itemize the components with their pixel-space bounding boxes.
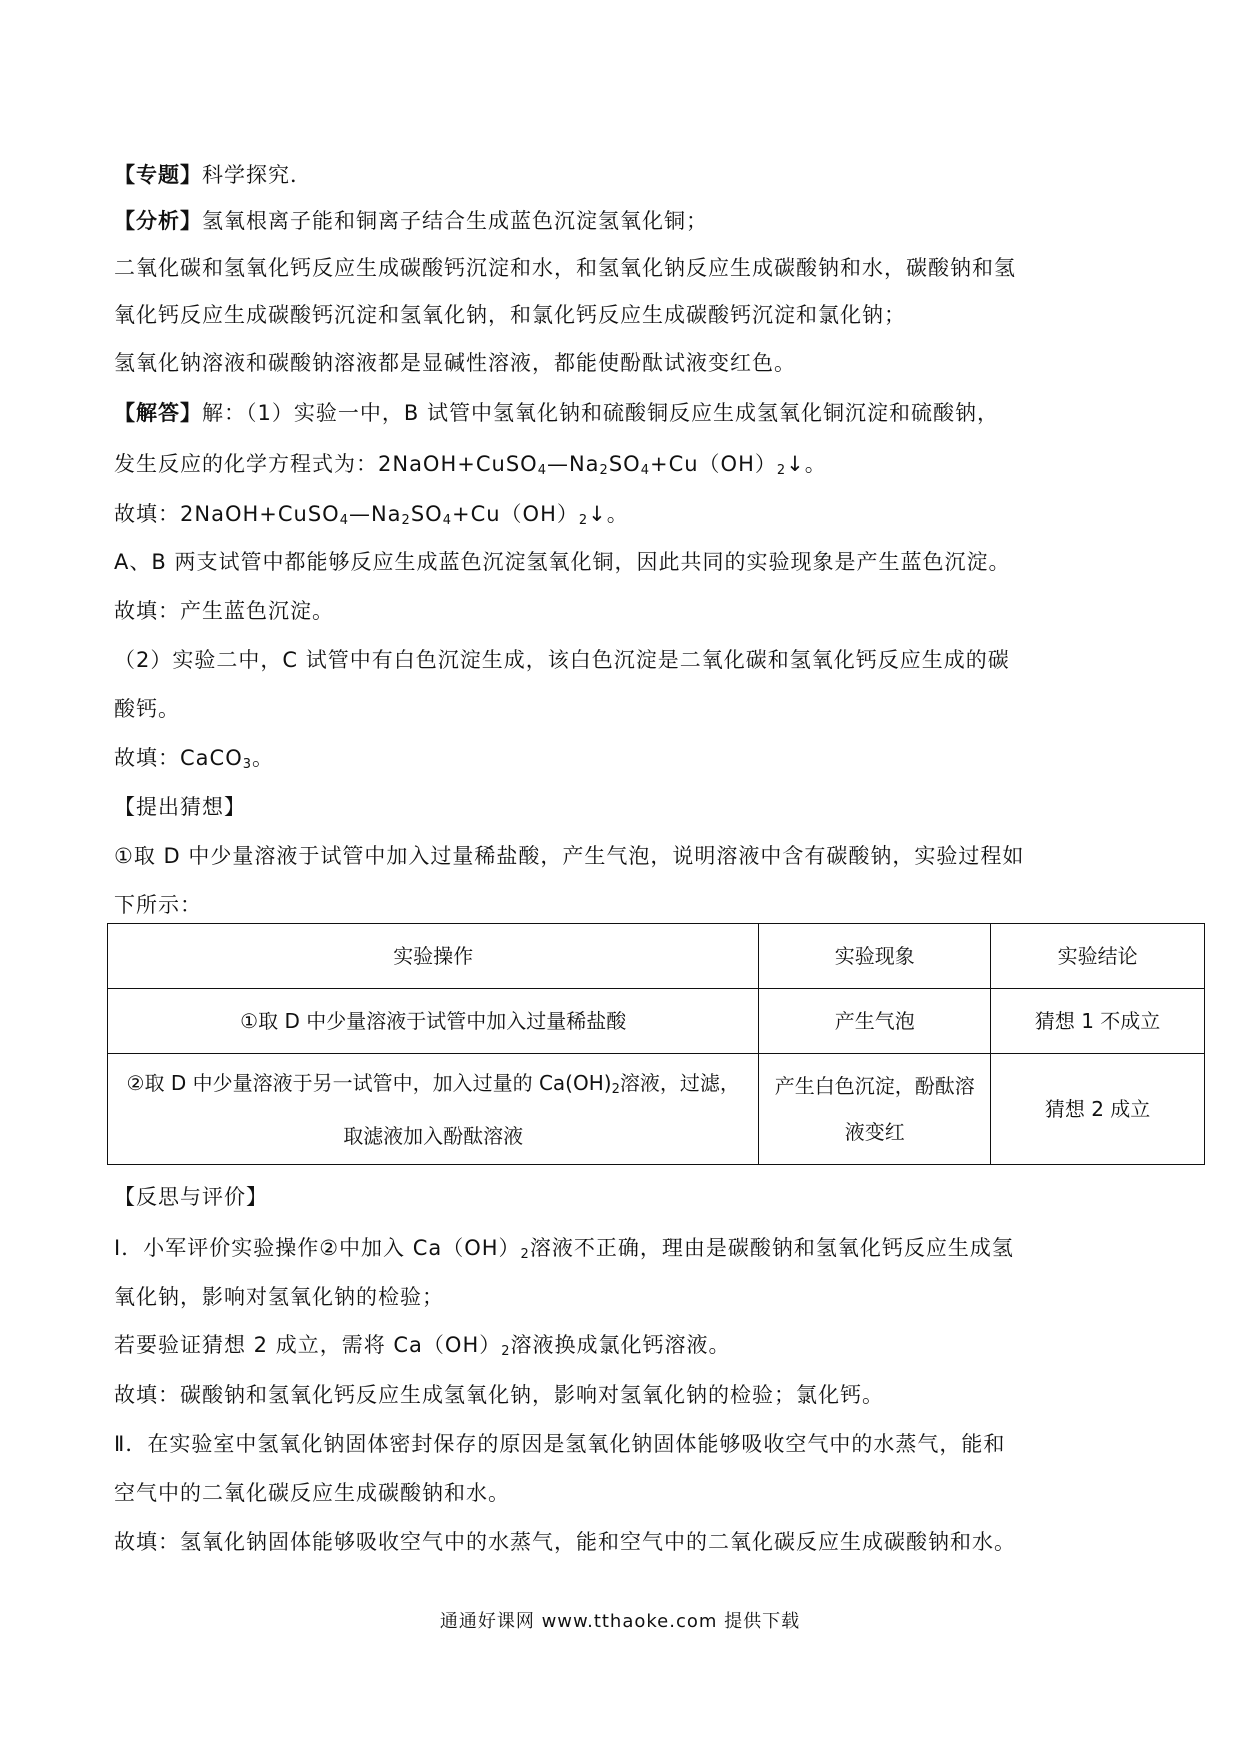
guess-heading: 【提出猜想】 xyxy=(114,795,246,819)
cell-line xyxy=(114,1060,752,1113)
page-footer: 通通好课网 www.tthaoke.com 提供下载 xyxy=(439,1611,801,1632)
paragraph-line xyxy=(114,1330,731,1367)
subscript: 3 xyxy=(242,757,253,772)
paragraph-line: 酸钙。 xyxy=(114,697,180,721)
table-cell: 猜想 1 不成立 xyxy=(991,989,1205,1054)
subscript: 4 xyxy=(640,463,650,478)
subscript: 2 xyxy=(776,463,787,478)
equation-text: ↓。 xyxy=(786,452,827,476)
table-cell: 猜想 2 成立 xyxy=(991,1054,1205,1165)
table-cell: ①取 D 中少量溶液于试管中加入过量稀盐酸 xyxy=(108,989,759,1054)
equation-text: ↓。 xyxy=(588,502,629,526)
fill-line xyxy=(114,743,274,780)
paragraph-text: 若要验证猜想 2 成立，需将 Ca（OH） xyxy=(114,1333,502,1357)
equation-text: —Na xyxy=(348,502,402,526)
equation-text: SO xyxy=(608,452,641,476)
subscript: 2 xyxy=(599,463,609,478)
equation-text: +Cu（OH） xyxy=(649,452,777,476)
table-header-cell: 实验现象 xyxy=(759,924,991,989)
analysis-line xyxy=(114,206,708,236)
topic-label: 【专题】 xyxy=(114,163,202,187)
equation-text: 故填：2NaOH+CuSO xyxy=(114,502,340,526)
paragraph-line: 氢氧化钠溶液和碳酸钠溶液都是显碱性溶液，都能使酚酞试液变红色。 xyxy=(114,351,796,375)
experiment-table xyxy=(107,923,1205,1165)
equation-text: +Cu（OH） xyxy=(451,502,579,526)
cell-line: 液变红 xyxy=(844,1120,905,1144)
equation-text: —Na xyxy=(546,452,600,476)
answer-line xyxy=(114,398,999,428)
table-row xyxy=(108,989,1205,1054)
cell-text: 溶液，过滤， xyxy=(619,1070,740,1095)
reflect-heading: 【反思与评价】 xyxy=(114,1185,268,1209)
paragraph-line: 空气中的二氧化碳反应生成碳酸钠和水。 xyxy=(114,1481,510,1505)
paragraph-text: 溶液换成氯化钙溶液。 xyxy=(510,1333,731,1357)
fill-text: 故填：CaCO xyxy=(114,746,243,770)
paragraph-line: A、B 两支试管中都能够反应生成蓝色沉淀氢氧化铜，因此共同的实验现象是产生蓝色沉淀。 xyxy=(114,550,1011,574)
equation-text: 发生反应的化学方程式为：2NaOH+CuSO xyxy=(114,452,538,476)
paragraph-text: Ⅰ．小军评价实验操作②中加入 Ca（OH） xyxy=(114,1236,521,1260)
equation-text: SO xyxy=(410,502,443,526)
table-row xyxy=(108,1054,1205,1165)
subscript: 4 xyxy=(442,513,452,528)
subscript: 4 xyxy=(339,513,349,528)
table-cell xyxy=(108,1054,759,1165)
topic-line xyxy=(114,160,312,190)
subscript: 4 xyxy=(537,463,547,478)
table-header-cell: 实验结论 xyxy=(991,924,1205,989)
paragraph-line: 二氧化碳和氢氧化钙反应生成碳酸钙沉淀和水，和氢氧化钠反应生成碳酸钠和水，碳酸钠和氢 xyxy=(114,256,1016,280)
paragraph-line: （2）实验二中，C 试管中有白色沉淀生成，该白色沉淀是二氧化碳和氢氧化钙反应生成的碳 xyxy=(114,648,1010,672)
table-cell xyxy=(759,1054,991,1165)
paragraph-line xyxy=(114,1233,1014,1270)
subscript: 2 xyxy=(611,1081,620,1097)
subscript: 2 xyxy=(401,513,411,528)
paragraph-line: Ⅱ．在实验室中氢氧化钠固体密封保存的原因是氢氧化钠固体能够吸收空气中的水蒸气，能和 xyxy=(114,1432,1006,1456)
table-cell: 产生气泡 xyxy=(759,989,991,1054)
analysis-label: 【分析】 xyxy=(114,209,202,233)
topic-text: 科学探究． xyxy=(202,163,312,187)
table-header-cell: 实验操作 xyxy=(108,924,759,989)
analysis-text: 氢氧根离子能和铜离子结合生成蓝色沉淀氢氧化铜； xyxy=(202,209,708,233)
paragraph-line: ①取 D 中少量溶液于试管中加入过量稀盐酸，产生气泡，说明溶液中含有碳酸钠，实验过程如 xyxy=(114,844,1025,868)
paragraph-line: 故填：产生蓝色沉淀。 xyxy=(114,599,334,623)
subscript: 2 xyxy=(520,1247,530,1262)
paragraph-line: 故填：碳酸钠和氢氧化钙反应生成氢氧化钠，影响对氢氧化钠的检验；氯化钙。 xyxy=(114,1383,884,1407)
subscript: 2 xyxy=(501,1344,511,1359)
equation-line xyxy=(114,449,827,486)
fill-line xyxy=(114,499,629,536)
subscript: 2 xyxy=(578,513,589,528)
paragraph-line: 故填：氢氧化钠固体能够吸收空气中的水蒸气，能和空气中的二氧化碳反应生成碳酸钠和水。 xyxy=(114,1530,1016,1554)
paragraph-text: 溶液不正确，理由是碳酸钠和氢氧化钙反应生成氢 xyxy=(529,1236,1014,1260)
paragraph-line: 氧化钙反应生成碳酸钙沉淀和氢氧化钠，和氯化钙反应生成碳酸钙沉淀和氯化钠； xyxy=(114,303,906,327)
table-header-row xyxy=(108,924,1205,989)
cell-line: 取滤液加入酚酞溶液 xyxy=(343,1123,524,1148)
answer-text: 解：（1）实验一中，B 试管中氢氧化钠和硫酸铜反应生成氢氧化铜沉淀和硫酸钠， xyxy=(202,401,999,425)
cell-text: ②取 D 中少量溶液于另一试管中，加入过量的 Ca(OH) xyxy=(126,1070,612,1095)
answer-label: 【解答】 xyxy=(114,401,202,425)
paragraph-line: 下所示： xyxy=(114,893,202,917)
cell-line: 产生白色沉淀，酚酞溶 xyxy=(774,1074,975,1098)
fill-text: 。 xyxy=(252,746,275,770)
paragraph-line: 氧化钠，影响对氢氧化钠的检验； xyxy=(114,1285,444,1309)
